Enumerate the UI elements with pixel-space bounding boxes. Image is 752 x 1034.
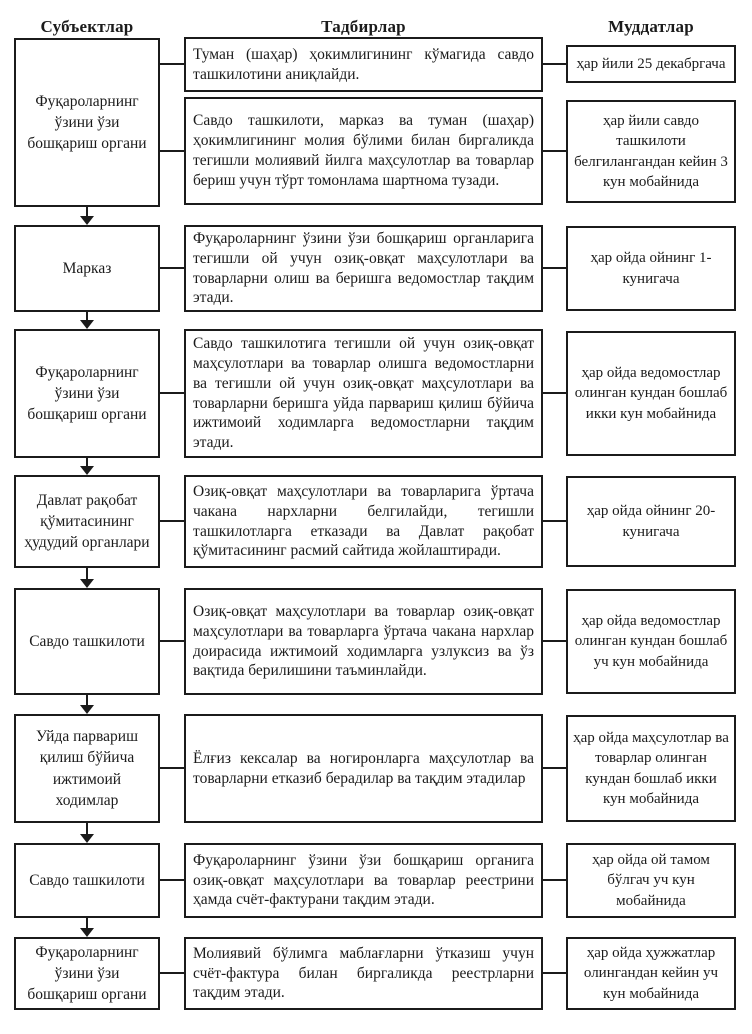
subject-box (14, 937, 160, 1010)
connector-line (160, 972, 184, 974)
connector-line (160, 150, 184, 152)
deadline-text: ҳар ойда маҳсулотлар ва товарлар олинган кундан бошлаб икки кун мобайнида (573, 729, 729, 807)
down-arrow-icon (80, 466, 94, 475)
deadline-box (566, 331, 736, 456)
deadline-box (566, 476, 736, 567)
subject-label: Уйда парвариш қилиш бўйича ижтимоий ходимлар (35, 728, 139, 809)
deadline-box (566, 589, 736, 694)
connector-line (160, 879, 184, 881)
deadline-box (566, 226, 736, 311)
down-arrow-icon (80, 705, 94, 714)
down-arrow-icon (80, 579, 94, 588)
activity-text: Озиқ-овқат маҳсулотлари ва товарлар озиқ-овқат маҳсулотлари ва товарларга ўртача чакана нархлар доирасида ижтимоий ходимларга узлуксиз ва ўз вақтида берилишини таъминлайди. (193, 602, 534, 680)
activity-text: Молиявий бўлимга маблағларни ўтказиш учун счёт-фактура билан биргаликда реестрларни тақдим этади. (193, 944, 534, 1002)
subject-box (14, 329, 160, 458)
column-header-deadlines: Муддатлар (608, 17, 694, 36)
activity-text: Ёлғиз кексалар ва ногиронларга маҳсулотлар ва товарларни етказиб берадилар ва тақдим этадилар (193, 749, 534, 787)
activity-box (184, 475, 543, 568)
activity-box (184, 97, 543, 205)
activity-text: Савдо ташкилоти, марказ ва туман (шаҳар) ҳокимлигининг молия бўлими билан биргаликда тегишли молиявий йилга маҳсулотлар ва товарлар бериш учун тўрт томонлама шартнома тузади. (193, 112, 534, 189)
deadline-text: ҳар ойда ойнинг 20-кунигача (586, 503, 716, 540)
connector-line (160, 63, 184, 65)
connector-line (543, 392, 566, 394)
activity-text: Туман (шаҳар) ҳокимлигининг кўмагида савдо ташкилотини аниқлайди. (193, 45, 534, 83)
subject-label: Марказ (62, 259, 112, 277)
activity-box (184, 225, 543, 312)
deadline-box (566, 45, 736, 83)
subject-box (14, 588, 160, 695)
connector-line (543, 267, 566, 269)
activity-box (184, 588, 543, 695)
activity-text: Савдо ташкилотига тегишли ой учун озиқ-овқат маҳсулотлари ва товарлар олишга ведомостларни ва тегишли ой учун озиқ-овқат маҳсулотлари ва товарларни беришга уйда парвариш қилиш бўйича ижтимоий ходимларга ведомостларни тақдим этади. (193, 335, 534, 452)
connector-line (160, 520, 184, 522)
connector-line (543, 150, 566, 152)
deadline-text: ҳар ойда ойнинг 1-кунигача (590, 250, 712, 287)
connector-line (543, 879, 566, 881)
deadline-text: ҳар ойда ой тамом бўлгач уч кун мобайнида (592, 851, 710, 909)
deadline-box (566, 843, 736, 918)
subject-box (14, 475, 160, 568)
connector-line (160, 640, 184, 642)
activity-text: Фуқароларнинг ўзини ўзи бошқариш органларига тегишли ой учун озиқ-овқат маҳсулотлари ва товарларни олиш ва беришга ведомостлар тақдим этади. (193, 229, 534, 307)
activity-box (184, 937, 543, 1010)
activity-text: Озиқ-овқат маҳсулотлари ва товарларига ўртача чакана нархларни белгилайди, тегишли ташкилотларга етказади ва Давлат рақобат қўмитасининг расмий сайтида жойлаштиради. (193, 482, 534, 560)
down-arrow-icon (80, 320, 94, 329)
down-arrow-icon (80, 834, 94, 843)
down-arrow-icon (80, 216, 94, 225)
column-header-subjects: Субъектлар (40, 17, 134, 36)
connector-line (543, 767, 566, 769)
activity-text: Фуқароларнинг ўзини ўзи бошқариш органига озиқ-овқат маҳсулотлари ва товарлар реестрини ҳамда счёт-фактурани тақдим этади. (193, 851, 534, 909)
deadline-box (566, 937, 736, 1010)
deadline-box (566, 100, 736, 203)
activity-box (184, 37, 543, 92)
connector-line (160, 392, 184, 394)
activity-box (184, 714, 543, 823)
subject-label: Фуқароларнинг ўзини ўзи бошқариш органи (27, 363, 147, 424)
subject-box (14, 714, 160, 823)
subject-label: Давлат рақобат қўмитасининг ҳудудий органлари (24, 491, 150, 552)
deadline-text: ҳар ойда ведомостлар олинган кундан бошлаб уч кун мобайнида (574, 612, 728, 670)
deadline-text: ҳар ойда ҳужжатлар олингандан кейин уч кун мобайнида (583, 944, 719, 1002)
subject-label: Фуқароларнинг ўзини ўзи бошқариш органи (27, 92, 147, 153)
connector-line (543, 972, 566, 974)
connector-line (543, 63, 566, 65)
subject-box (14, 843, 160, 918)
activity-box (184, 843, 543, 918)
connector-line (543, 640, 566, 642)
connector-line (543, 520, 566, 522)
connector-line (160, 267, 184, 269)
deadline-box (566, 715, 736, 822)
subject-label: Фуқароларнинг ўзини ўзи бошқариш органи (27, 943, 147, 1004)
column-header-activities: Тадбирлар (321, 17, 406, 36)
deadline-text: ҳар йили 25 декабргача (576, 55, 726, 72)
subject-box (14, 38, 160, 207)
deadline-text: ҳар ойда ведомостлар олинган кундан бошлаб икки кун мобайнида (574, 364, 728, 422)
subject-label: Савдо ташкилоти (29, 871, 145, 889)
connector-line (160, 767, 184, 769)
subject-box (14, 225, 160, 312)
deadline-text: ҳар йили савдо ташкилоти белгилангандан кейин 3 кун мобайнида (574, 112, 728, 190)
down-arrow-icon (80, 928, 94, 937)
activity-box (184, 329, 543, 458)
subject-label: Савдо ташкилоти (29, 632, 145, 650)
